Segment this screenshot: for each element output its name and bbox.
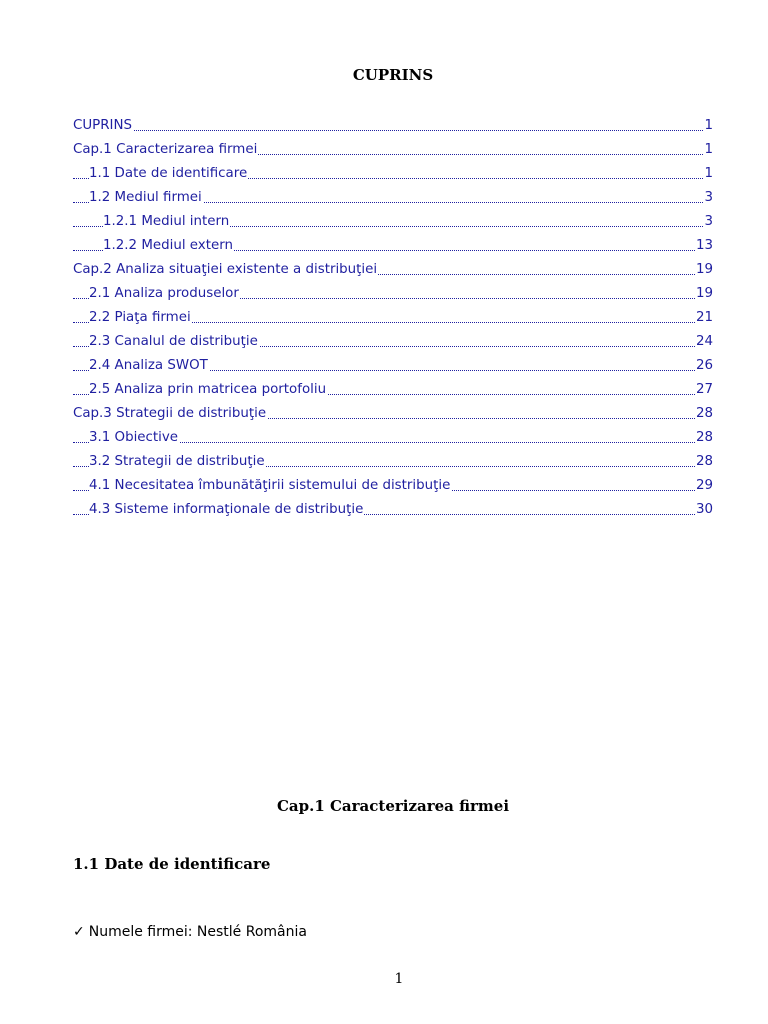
checkmark-icon: ✓ [73, 924, 85, 940]
toc-entry-page: 19 [695, 258, 713, 282]
toc-entry-page: 1 [703, 114, 713, 138]
toc-entry-page: 27 [695, 378, 713, 402]
toc-entry[interactable] [73, 354, 713, 378]
toc-entry-label: CUPRINS [73, 118, 132, 133]
toc-entry-page: 3 [703, 210, 713, 234]
toc-entry-label: 1.2.2 Mediul extern [103, 238, 233, 253]
toc-entry-page: 28 [695, 426, 713, 450]
toc-entry[interactable] [73, 138, 713, 162]
toc-entry-page: 19 [695, 282, 713, 306]
toc-entry[interactable] [73, 186, 713, 210]
toc-entry[interactable] [73, 114, 713, 138]
toc-entry-label: 2.2 Piaţa firmei [89, 310, 191, 325]
toc-entry-page: 3 [703, 186, 713, 210]
toc-entry-label: 2.3 Canalul de distribuţie [89, 334, 258, 349]
toc-entry[interactable] [73, 378, 713, 402]
toc-entry[interactable] [73, 306, 713, 330]
toc-entry[interactable] [73, 210, 713, 234]
toc-entry-label: 2.5 Analiza prin matricea portofoliu [89, 382, 327, 397]
toc-entry-page: 28 [695, 450, 713, 474]
toc-entry[interactable] [73, 330, 713, 354]
toc-entry-label: 3.2 Strategii de distribuţie [89, 454, 265, 469]
toc-title: CUPRINS [352, 66, 434, 84]
toc-entry-page: 21 [695, 306, 713, 330]
toc-entry-page: 24 [695, 330, 713, 354]
toc-entry-label: 1.2 Mediul firmei [89, 190, 202, 205]
toc-entry[interactable] [73, 258, 713, 282]
section-title: 1.1 Date de identificare [73, 855, 271, 873]
dot-leader [73, 130, 713, 131]
toc-entry[interactable] [73, 282, 713, 306]
toc-entry-label: 3.1 Obiective [89, 430, 179, 445]
toc-entry-page: 13 [695, 234, 713, 258]
toc-entry-label: 1.1 Date de identificare [89, 166, 248, 181]
toc-entry[interactable] [73, 402, 713, 426]
toc-entry[interactable] [73, 162, 713, 186]
toc-entry-label: Cap.3 Strategii de distribuţie [73, 406, 267, 421]
chapter-title: Cap.1 Caracterizarea firmei [276, 797, 510, 815]
table-of-contents [73, 114, 713, 522]
bullet-item [73, 924, 307, 940]
toc-entry-page: 26 [695, 354, 713, 378]
toc-entry[interactable] [73, 234, 713, 258]
bullet-text: Numele firmei: Nestlé România [88, 924, 307, 940]
toc-entry-label: 2.1 Analiza produselor [89, 286, 239, 301]
toc-entry-label: 4.1 Necesitatea îmbunătăţirii sistemului de distribuţie [89, 478, 451, 493]
toc-entry[interactable] [73, 498, 713, 522]
toc-entry-page: 29 [695, 474, 713, 498]
toc-entry-label: 4.3 Sisteme informaţionale de distribuţie [89, 502, 364, 517]
toc-entry-label: Cap.2 Analiza situaţiei existente a distribuţiei [73, 262, 378, 277]
toc-entry-label: Cap.1 Caracterizarea firmei [73, 142, 258, 157]
toc-entry-page: 30 [695, 498, 713, 522]
toc-entry-page: 1 [703, 162, 713, 186]
toc-entry-page: 28 [695, 402, 713, 426]
toc-entry[interactable] [73, 450, 713, 474]
toc-entry[interactable] [73, 474, 713, 498]
toc-entry-label: 2.4 Analiza SWOT [89, 358, 208, 373]
toc-entry-label: 1.2.1 Mediul intern [103, 214, 230, 229]
page-number: 1 [394, 971, 404, 987]
toc-entry-page: 1 [703, 138, 713, 162]
toc-entry[interactable] [73, 426, 713, 450]
